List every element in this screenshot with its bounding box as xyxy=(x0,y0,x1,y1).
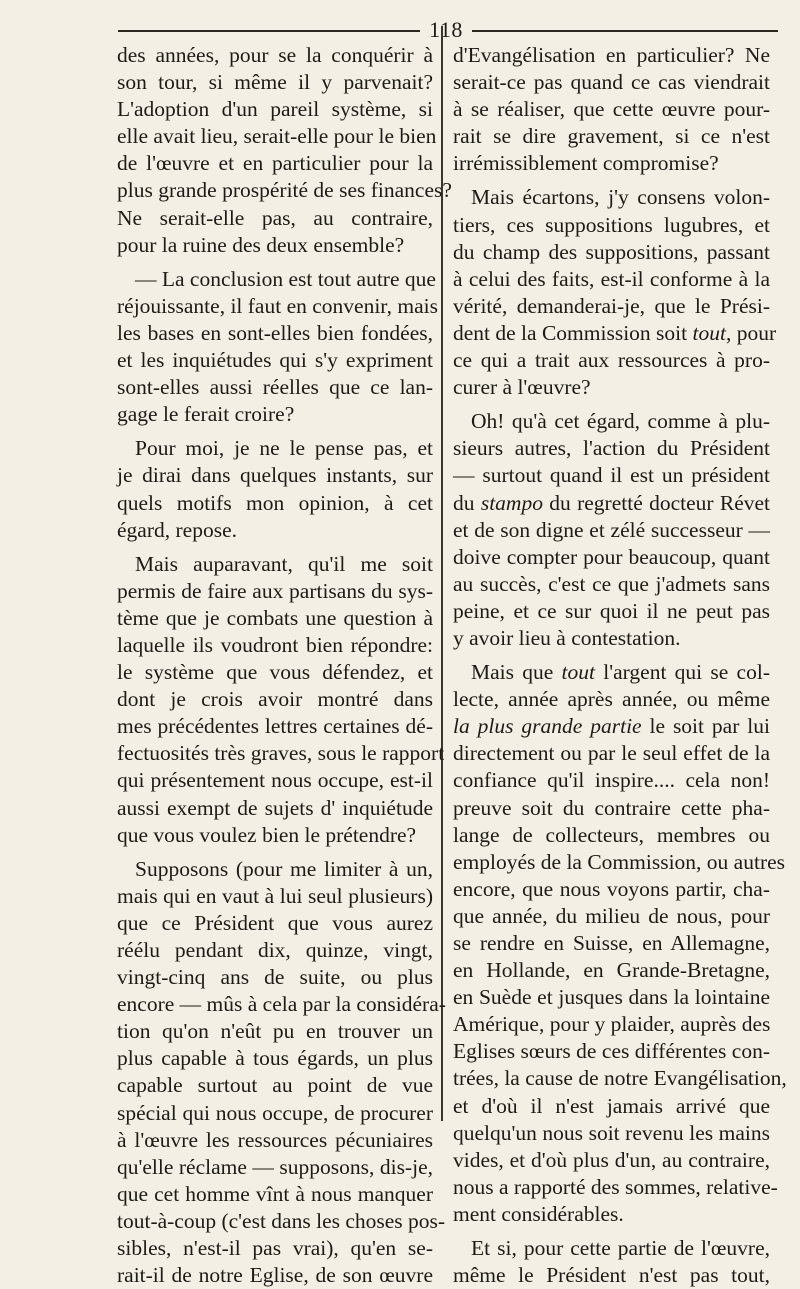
text-line: à se réaliser, que cette œuvre pour- xyxy=(453,97,770,122)
text-line: en Suède et jusques dans la lointaine xyxy=(453,985,770,1010)
text-line: directement ou par le seul effet de la xyxy=(453,741,770,766)
text-line: et de son digne et zélé successeur — xyxy=(453,517,770,542)
paragraph xyxy=(117,435,433,543)
text-line: trées, la cause de notre Evangélisation, xyxy=(453,1066,787,1091)
text-line: Supposons (pour me limiter à un, xyxy=(135,856,433,881)
text-line: que année, du milieu de nous, pour xyxy=(453,903,770,928)
paragraph-gap xyxy=(453,177,770,184)
text-line: Amérique, pour y plaider, auprès des xyxy=(453,1012,771,1037)
text-line: Pour moi, je ne le pense pas, et xyxy=(135,436,433,461)
text-line: confiance qu'il inspire.... cela non! xyxy=(453,768,770,793)
text-line: encore — mûs à cela par la considéra- xyxy=(117,992,446,1017)
text-line: de l'œuvre et en particulier pour la xyxy=(117,151,433,176)
paragraph-gap xyxy=(453,652,770,659)
paragraph xyxy=(453,184,777,401)
text-line: du stampo du regretté docteur Révet xyxy=(453,490,771,515)
text-line: plus capable à tous égards, un plus xyxy=(117,1046,433,1071)
text-line: se rendre en Suisse, en Allemagne, xyxy=(453,931,770,955)
text-line: lange de collecteurs, membres ou xyxy=(453,822,770,847)
text-line: réélu pendant dix, quinze, vingt, xyxy=(117,938,433,962)
header-rule-right xyxy=(472,30,778,32)
text-line: employés de la Commission, ou autres xyxy=(453,849,786,874)
text-line: Mais auparavant, qu'il me soit xyxy=(135,551,433,576)
text-line: plus grande prospérité de ses finances? xyxy=(117,178,452,203)
paragraph xyxy=(453,659,787,1228)
text-line: vingt-cinq ans de suite, ou plus xyxy=(117,965,433,990)
text-line: tème que je combats une question à xyxy=(117,605,433,630)
text-line: sieurs autres, l'action du Président xyxy=(453,436,770,461)
text-line: vérité, demanderai-je, que le Prési- xyxy=(453,293,770,318)
text-line: lecte, année après année, ou même xyxy=(453,687,770,712)
text-line: sont-elles aussi réelles que ce lan- xyxy=(117,375,433,400)
text-line: à celui des faits, est-il conforme à la xyxy=(453,266,770,291)
text-line: rait-il de notre Eglise, de son œuvre xyxy=(117,1263,433,1288)
text-line: elle avait lieu, serait-elle pour le bien xyxy=(117,124,437,149)
text-line: qu'elle réclame — supposons, dis-je, xyxy=(117,1154,433,1179)
text-line: dont je crois avoir montré dans xyxy=(117,687,433,712)
text-line: gage le ferait croire? xyxy=(117,402,295,427)
paragraph xyxy=(117,551,445,849)
text-line: rait se dire gravement, si ce n'est xyxy=(453,124,770,149)
text-line: L'adoption d'un pareil système, si xyxy=(117,97,433,122)
paragraph xyxy=(453,1235,770,1289)
text-line: ment considérables. xyxy=(453,1201,624,1226)
text-line: Oh! qu'à cet égard, comme à plu- xyxy=(471,409,770,434)
page-number: 118 xyxy=(429,17,463,42)
text-line: Eglises sœurs de ces différentes con- xyxy=(453,1039,770,1064)
text-line: réjouissante, il faut en convenir, mais xyxy=(117,293,438,318)
paragraph-gap xyxy=(117,259,433,266)
text-line: preuve soit du contraire cette pha- xyxy=(453,795,770,820)
left-column xyxy=(117,42,452,1289)
text-line: que cet homme vînt à nous manquer xyxy=(117,1181,433,1206)
text-line: vides, et d'où plus d'un, au contraire, xyxy=(453,1147,770,1172)
text-line: quels motifs mon opinion, à cet xyxy=(117,490,433,515)
text-line: du champ des suppositions, passant xyxy=(453,239,770,264)
text-line: en Hollande, en Grande-Bretagne, xyxy=(453,958,770,983)
text-line: dent de la Commission soit tout, pour xyxy=(453,320,777,345)
paragraph xyxy=(117,266,438,429)
paragraph-gap xyxy=(117,428,433,435)
text-line: tion qu'on n'eût pu en trouver un xyxy=(117,1019,433,1044)
text-line: et d'où il n'est jamais arrivé que xyxy=(453,1093,770,1118)
right-column xyxy=(453,42,787,1289)
text-line: les bases en sont-elles bien fondées, xyxy=(117,320,433,345)
paragraph-gap xyxy=(453,1228,770,1235)
text-line: — La conclusion est tout autre que xyxy=(135,266,436,291)
text-line: doive compter pour beaucoup, quant xyxy=(453,544,770,569)
paragraph-gap xyxy=(453,401,770,408)
text-line: Mais que tout l'argent qui se col- xyxy=(471,660,770,685)
text-line: quelqu'un nous soit revenu les mains xyxy=(453,1120,770,1145)
text-line: nous a rapporté des sommes, relative- xyxy=(453,1174,778,1199)
text-line: tout-à-coup (c'est dans les choses pos- xyxy=(117,1208,446,1233)
text-line: curer à l'œuvre? xyxy=(453,375,591,400)
paragraph xyxy=(453,42,770,177)
text-line: serait-ce pas quand ce cas viendrait xyxy=(453,70,770,95)
header-rule-left xyxy=(118,30,420,32)
text-line: égard, repose. xyxy=(117,517,237,542)
paragraph-gap xyxy=(117,544,433,551)
text-line: irrémissiblement compromise? xyxy=(453,151,719,176)
text-line: peine, et ce sur quoi il ne peut pas xyxy=(453,598,770,623)
text-line: son tour, si même il y parvenait? xyxy=(117,70,433,95)
text-line: mais qui en vaut à lui seul plusieurs) xyxy=(117,883,433,908)
text-line: mes précédentes lettres certaines dé- xyxy=(117,714,433,739)
text-line: Ne serait-elle pas, au contraire, xyxy=(117,205,433,230)
text-line: Et si, pour cette partie de l'œuvre, xyxy=(471,1236,770,1261)
text-line: même le Président n'est pas tout, xyxy=(453,1263,770,1288)
text-line: ce qui a trait aux ressources à pro- xyxy=(453,348,770,373)
text-line: je dirai dans quelques instants, sur xyxy=(117,463,433,488)
text-line: spécial qui nous occupe, de procurer xyxy=(117,1100,433,1125)
text-line: permis de faire aux partisans du sys- xyxy=(117,578,433,603)
text-line: Mais écartons, j'y consens volon- xyxy=(471,185,770,210)
text-line: la plus grande partie le soit par lui xyxy=(453,714,770,739)
text-line: au succès, c'est ce que j'admets sans xyxy=(453,571,770,596)
paragraph xyxy=(453,408,770,652)
text-line: capable surtout au point de vue xyxy=(117,1073,433,1098)
text-line: aussi exempt de sujets d' inquiétude xyxy=(117,795,433,820)
text-line: pour la ruine des deux ensemble? xyxy=(117,232,405,257)
text-line: y avoir lieu à contestation. xyxy=(453,625,681,650)
text-line: qui présentement nous occupe, est-il xyxy=(117,768,433,793)
text-line: que ce Président que vous aurez xyxy=(117,910,433,935)
text-line: encore, que nous voyons partir, cha- xyxy=(453,876,770,901)
paragraph-gap xyxy=(117,849,433,856)
paragraph xyxy=(117,856,446,1289)
text-line: sibles, n'est-il pas vrai), qu'en se- xyxy=(117,1236,433,1261)
text-line: d'Evangélisation en particulier? Ne xyxy=(453,43,770,67)
text-line: laquelle ils voudront bien répondre: xyxy=(117,632,433,657)
text-line: des années, pour se la conquérir à xyxy=(117,43,433,67)
text-line: tiers, ces suppositions lugubres, et xyxy=(453,212,770,237)
text-line: à l'œuvre les ressources pécuniaires xyxy=(117,1127,433,1152)
text-line: que vous voulez bien le prétendre? xyxy=(117,822,417,847)
text-line: le système que vous défendez, et xyxy=(117,660,433,685)
text-line: fectuosités très graves, sous le rapport xyxy=(117,741,445,766)
text-line: et les inquiétudes qui s'y expriment xyxy=(117,348,433,373)
paragraph xyxy=(117,42,452,259)
text-line: — surtout quand il est un président xyxy=(453,463,770,488)
